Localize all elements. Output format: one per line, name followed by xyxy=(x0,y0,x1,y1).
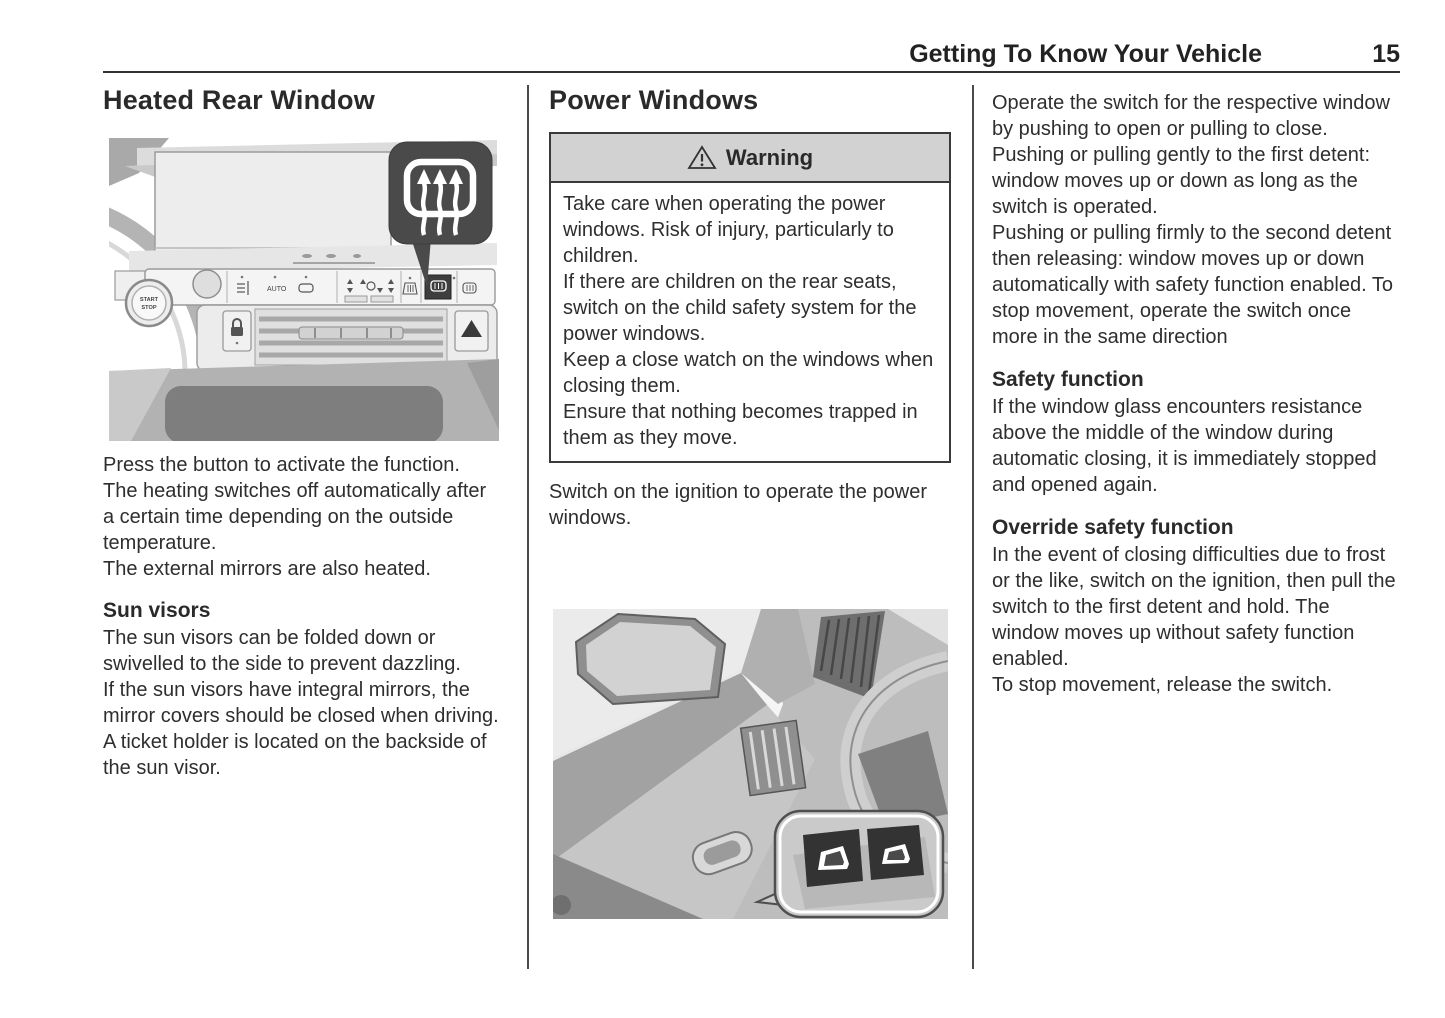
dashboard-illustration xyxy=(109,138,499,441)
heated-rear-window-text xyxy=(103,452,502,582)
paragraph: A ticket holder is located on the backside of the sun visor. xyxy=(103,731,487,779)
paragraph: Take care when operating the power windows. Risk of injury, particularly to children. xyxy=(563,193,894,267)
paragraph: To stop movement, release the switch. xyxy=(992,674,1333,696)
window-switches-callout xyxy=(757,811,943,917)
safety-function-text xyxy=(992,394,1396,498)
paragraph: If the sun visors have integral mirrors, the mirror covers should be closed when driving. xyxy=(103,679,499,727)
dashboard-air-vent xyxy=(741,720,806,795)
warning-triangle-icon xyxy=(687,144,717,171)
infotainment-screen xyxy=(155,152,391,252)
paragraph: Ensure that nothing becomes trapped in them as they move. xyxy=(563,401,918,449)
heated-rear-window-button xyxy=(425,275,455,299)
header-rule xyxy=(103,71,1400,73)
warning-body xyxy=(551,183,949,461)
override-safety-function-text xyxy=(992,542,1396,698)
subsection-heading-sun-visors: Sun visors xyxy=(103,599,211,622)
section-heading: Heated Rear Window xyxy=(103,85,375,115)
paragraph: If there are children on the rear seats, switch on the child safety system for the power windows. xyxy=(563,271,917,345)
auto-button-label: AUTO xyxy=(267,286,287,293)
column-divider xyxy=(527,85,529,969)
hazard-button xyxy=(455,311,488,351)
paragraph: Keep a close watch on the windows when closing them. xyxy=(563,349,934,397)
paragraph: The external mirrors are also heated. xyxy=(103,558,431,580)
paragraph: Pushing or pulling gently to the first detent: window moves up or down as long as the switch is operated. xyxy=(992,144,1371,218)
paragraph: If the window glass encounters resistance above the middle of the window during automatic closing, it is immediately stopped and opened again. xyxy=(992,396,1377,496)
volume-knob xyxy=(193,270,221,298)
ignition-paragraph: Switch on the ignition to operate the power windows. xyxy=(549,481,928,529)
power-windows-text xyxy=(992,90,1396,350)
center-console xyxy=(165,386,443,441)
column-heated-rear-window xyxy=(103,85,502,781)
door-switches-figure xyxy=(553,609,948,919)
paragraph: Pushing or pulling firmly to the second detent then releasing: window moves up or down automatically with safety function enabled. To stop movement, operate the switch once more in the same direction xyxy=(992,222,1393,348)
window-switch-right xyxy=(867,825,924,880)
svg-text:START: START xyxy=(139,297,159,303)
column-power-windows xyxy=(549,85,951,919)
svg-text:STOP: STOP xyxy=(141,305,157,311)
start-stop-button xyxy=(126,280,172,326)
column-divider xyxy=(972,85,974,969)
subsection-heading-override-safety-function: Override safety function xyxy=(992,516,1234,539)
column-power-windows-continued xyxy=(992,85,1396,698)
subsection-heading-safety-function: Safety function xyxy=(992,368,1144,391)
warning-header xyxy=(551,134,949,183)
paragraph: The heating switches off automatically after a certain time depending on the outside temperature. xyxy=(103,480,487,554)
paragraph: Operate the switch for the respective window by pushing to open or pulling to close. xyxy=(992,92,1390,140)
page-number: 15 xyxy=(1372,40,1400,68)
door-illustration xyxy=(553,609,948,919)
paragraph: In the event of closing difficulties due to frost or the like, switch on the ignition, then pull the switch to the first detent and hold. The window moves up without safety function enabled. xyxy=(992,544,1396,670)
warning-title: Warning xyxy=(725,144,814,170)
central-locking-button xyxy=(223,311,251,351)
paragraph: The sun visors can be folded down or swivelled to the side to prevent dazzling. xyxy=(103,627,461,675)
page-header-title: Getting To Know Your Vehicle xyxy=(909,40,1262,68)
sun-visors-text xyxy=(103,625,502,781)
dashboard-figure xyxy=(109,138,499,441)
side-mirror xyxy=(576,614,725,704)
section-heading: Power Windows xyxy=(549,85,759,115)
warning-box xyxy=(549,132,951,463)
paragraph: Press the button to activate the function. xyxy=(103,454,460,476)
window-switch-left xyxy=(803,829,863,887)
